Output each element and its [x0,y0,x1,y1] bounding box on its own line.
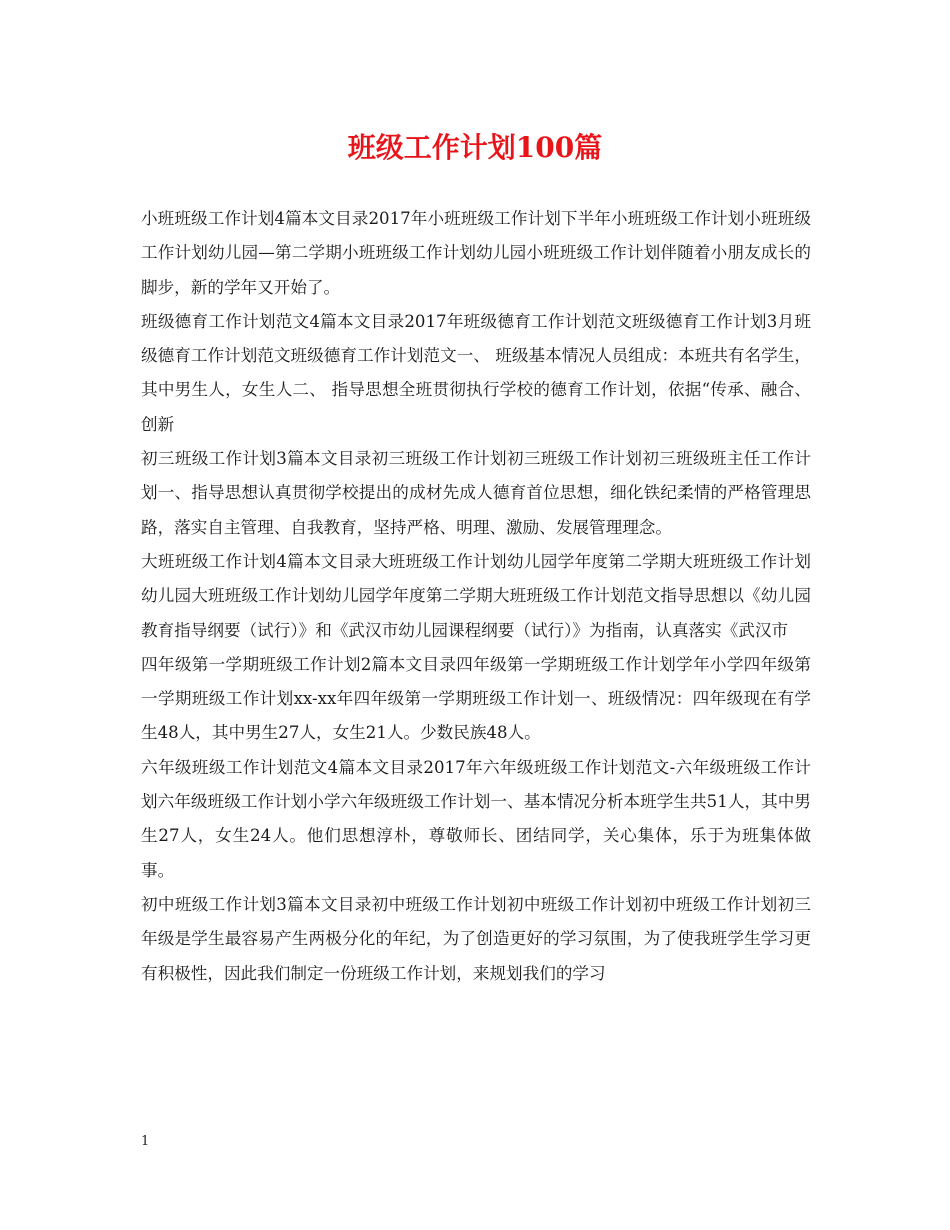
paragraph-1: 小班班级工作计划4篇本文目录2017年小班班级工作计划下半年小班班级工作计划小班班级工作计划幼儿园—第二学期小班班级工作计划幼儿园小班班级工作计划伴随着小朋友成长的脚步，新的学年又开始了。 [141,209,811,297]
document-title: 班级工作计划100篇 [347,131,603,164]
paragraph-2: 班级德育工作计划范文4篇本文目录2017年班级德育工作计划范文班级德育工作计划3月班级德育工作计划范文班级德育工作计划范文一、 班级基本情况人员组成：本班共有名学生，其中男生人，女生人二、 指导思想全班贯彻执行学校的德育工作计划，依据“传承、融合、创新 [141,311,811,434]
paragraph-3: 初三班级工作计划3篇本文目录初三班级工作计划初三班级工作计划初三班级班主任工作计划一、指导思想认真贯彻学校提出的成材先成人德育首位思想，细化铁纪柔情的严格管理思路，落实自主管理、自我教育，坚持严格、明理、激励、发展管理理念。 [141,449,811,537]
paragraph-5: 四年级第一学期班级工作计划2篇本文目录四年级第一学期班级工作计划学年小学四年级第一学期班级工作计划xx-xx年四年级第一学期班级工作计划一、班级情况：四年级现在有学生48人，其中男生27人，女生21人。少数民族48人。 [141,654,811,743]
paragraph-6: 六年级班级工作计划范文4篇本文目录2017年六年级班级工作计划范文-六年级班级工作计划六年级班级工作计划小学六年级班级工作计划一、基本情况分析本班学生共51人，其中男生27人，女生24人。他们思想淳朴，尊敬师长、团结同学，关心集体，乐于为班集体做事。 [141,757,811,880]
page-number: 1 [141,1134,150,1149]
paragraph-4: 大班班级工作计划4篇本文目录大班班级工作计划幼儿园学年度第二学期大班班级工作计划幼儿园大班班级工作计划幼儿园学年度第二学期大班班级工作计划范文指导思想以《幼儿园教育指导纲要（试行）》和《武汉市幼儿园课程纲要（试行）》为指南，认真落实《武汉市 [141,551,811,640]
document-body [141,202,811,991]
paragraph-7: 初中班级工作计划3篇本文目录初中班级工作计划初中班级工作计划初中班级工作计划初三年级是学生最容易产生两极分化的年纪，为了创造更好的学习氛围，为了使我班学生学习更有积极性，因此我们制定一份班级工作计划，来规划我们的学习 [141,894,811,983]
